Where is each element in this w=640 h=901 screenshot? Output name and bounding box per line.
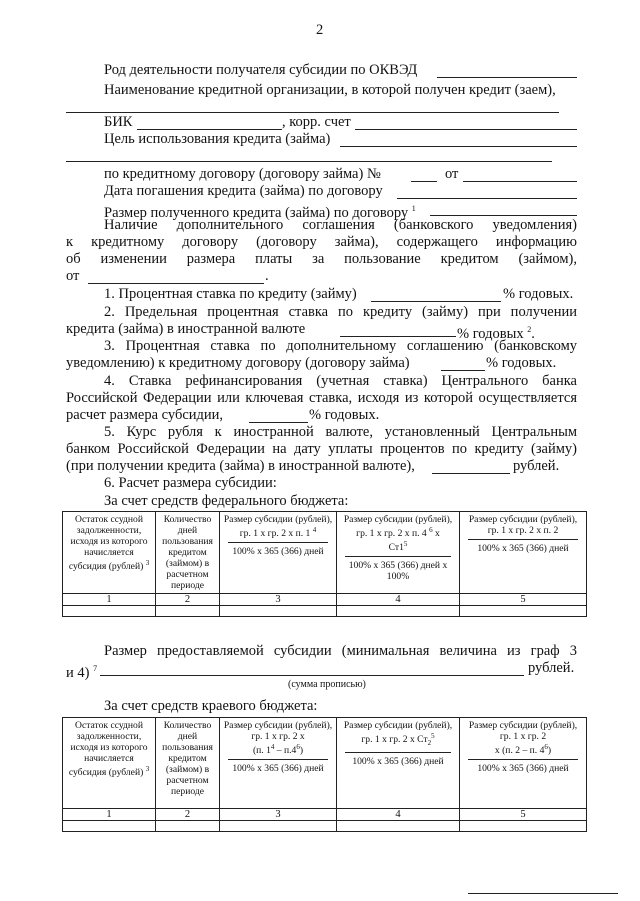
item6-label: 6. Расчет размера субсидии: [104,475,277,491]
regional-cell-5[interactable] [460,821,587,832]
federal-cell-1[interactable] [63,606,156,617]
regional-col4-header: Размер субсидии (рублей), гр. 1 x гр. 2 x $Ст_2^5$ 100% x 365 (366) дней [337,718,460,809]
item2-suffix: % годовых $^2$. [457,325,535,342]
footer-rule [468,893,618,894]
federal-num-4: 4 [337,594,460,606]
bank-name-field[interactable] [66,112,559,113]
amount-field[interactable] [430,215,577,216]
item5-line2: банком Российской Федерации на дату уплаты процентов по кредиту (займу) [66,441,577,457]
purpose-field[interactable] [340,146,577,147]
federal-heading: За счет средств федерального бюджета: [104,493,349,509]
item5-suffix: рублей. [513,458,560,474]
corr-account-field[interactable] [355,129,577,130]
contract-from-field[interactable] [463,181,577,182]
agreement-dot: . [265,268,269,284]
purpose-field-line2[interactable] [66,161,552,162]
item4-line1: 4. Ставка рефинансирования (учетная ставка) Центрального банка [104,373,577,389]
regional-table [62,717,587,832]
contract-no-label: по кредитному договору (договору займа) № [104,166,381,182]
subsidy-total-line1: Размер предоставляемой субсидии (минимальная величина из граф 3 [104,643,577,659]
regional-col2-header: Количество дней пользования кредитом (займом) в расчетном периоде [156,718,220,809]
corr-account-label: , корр. счет [282,114,351,130]
federal-col5-header: Размер субсидии (рублей), гр. 1 x гр. 2 x п. 2 100% x 365 (366) дней [460,512,587,594]
bank-name-label: Наименование кредитной организации, в которой получен кредит (заем), [104,82,556,98]
item4-line2: Российской Федерации или ключевая ставка, исходя из которой осуществляется [66,390,577,406]
item3-line2: уведомлению) к кредитному договору (договору займа) [66,355,410,371]
item3-line1: 3. Процентная ставка по дополнительному соглашению (банковскому [104,338,577,354]
agreement-line2: к кредитному договору (договору займа), содержащего информацию [66,234,577,250]
okved-field[interactable] [437,77,577,78]
regional-num-3: 3 [220,809,337,821]
federal-num-5: 5 [460,594,587,606]
federal-num-2: 2 [156,594,220,606]
agreement-line1: Наличие дополнительного соглашения (банковского уведомления) [104,217,577,233]
regional-num-1: 1 [63,809,156,821]
federal-table [62,511,587,617]
item3-suffix: % годовых. [486,355,557,371]
item4-field[interactable] [249,422,308,423]
federal-cell-4[interactable] [337,606,460,617]
subsidy-total-suffix: рублей. [528,660,575,676]
regional-num-2: 2 [156,809,220,821]
repay-date-field[interactable] [397,198,577,199]
federal-cell-5[interactable] [460,606,587,617]
regional-num-4: 4 [337,809,460,821]
regional-number-row [63,809,587,821]
federal-col4-header: Размер субсидии (рублей), гр. 1 x гр. 2 x п. 4 $^6$ x $Ст1^5$ 100% x 365 (366) дней x 100% [337,512,460,594]
regional-cell-2[interactable] [156,821,220,832]
repay-date-label: Дата погашения кредита (займа) по договору [104,183,383,199]
item2-line2: кредита (займа) в иностранной валюте [66,321,306,337]
item2-field[interactable] [340,336,456,337]
federal-col1-header: Остаток ссудной задолженности, исходя из которого начисляется субсидия (рублей) $^3$ [63,512,156,594]
federal-number-row [63,594,587,606]
regional-data-row [63,821,587,832]
agreement-date-field[interactable] [88,283,264,284]
agreement-from-label: от [66,268,80,284]
item3-field[interactable] [441,370,485,371]
item5-line3: (при получении кредита (займа) в иностранной валюте), [66,458,415,474]
federal-col3-header: Размер субсидии (рублей), гр. 1 x гр. 2 x п. 1 $^4$ 100% x 365 (366) дней [220,512,337,594]
item1-label: 1. Процентная ставка по кредиту (займу) [104,286,357,302]
okved-label: Род деятельности получателя субсидии по ОКВЭД [104,62,418,78]
item4-line3: расчет размера субсидии, [66,407,224,423]
federal-num-1: 1 [63,594,156,606]
federal-header-row [63,512,587,594]
regional-heading: За счет средств краевого бюджета: [104,698,318,714]
contract-no-field[interactable] [411,181,437,182]
purpose-label: Цель использования кредита (займа) [104,131,331,147]
item5-field[interactable] [432,473,510,474]
page-number: 2 [316,22,324,38]
amount-label: Размер полученного кредита (займа) по договору $^1$ [104,204,416,221]
subsidy-total-line2: и 4) $^7$ [66,664,98,681]
regional-cell-1[interactable] [63,821,156,832]
regional-cell-3[interactable] [220,821,337,832]
item4-suffix: % годовых. [309,407,380,423]
federal-num-3: 3 [220,594,337,606]
federal-col2-header: Количество дней пользования кредитом (займом) в расчетном периоде [156,512,220,594]
item5-line1: 5. Курс рубля к иностранной валюте, установленный Центральным [104,424,577,440]
regional-num-5: 5 [460,809,587,821]
regional-cell-4[interactable] [337,821,460,832]
regional-header-row [63,718,587,809]
federal-data-row [63,606,587,617]
federal-cell-2[interactable] [156,606,220,617]
contract-from-label: от [445,166,459,182]
subsidy-total-caption: (сумма прописью) [288,679,366,690]
regional-col3-header: Размер субсидии (рублей), гр. 1 x гр. 2 x (п. $1^4 - п.4^6$) 100% x 365 (366) дней [220,718,337,809]
agreement-line3: об изменении размера платы за пользование кредитом (займом), [66,251,577,267]
item2-line1: 2. Предельная процентная ставка по кредиту (займу) при получении [104,304,577,320]
item1-suffix: % годовых. [503,286,574,302]
subsidy-total-field[interactable] [100,675,524,676]
regional-col1-header: Остаток ссудной задолженности, исходя из которого начисляется субсидия (рублей) $^3$ [63,718,156,809]
bik-field[interactable] [137,129,282,130]
federal-cell-3[interactable] [220,606,337,617]
bik-label: БИК [104,114,133,130]
regional-col5-header: Размер субсидии (рублей), гр. 1 x гр. 2 x (п. 2 – п. $4^6$) 100% x 365 (366) дней [460,718,587,809]
item1-field[interactable] [371,301,501,302]
